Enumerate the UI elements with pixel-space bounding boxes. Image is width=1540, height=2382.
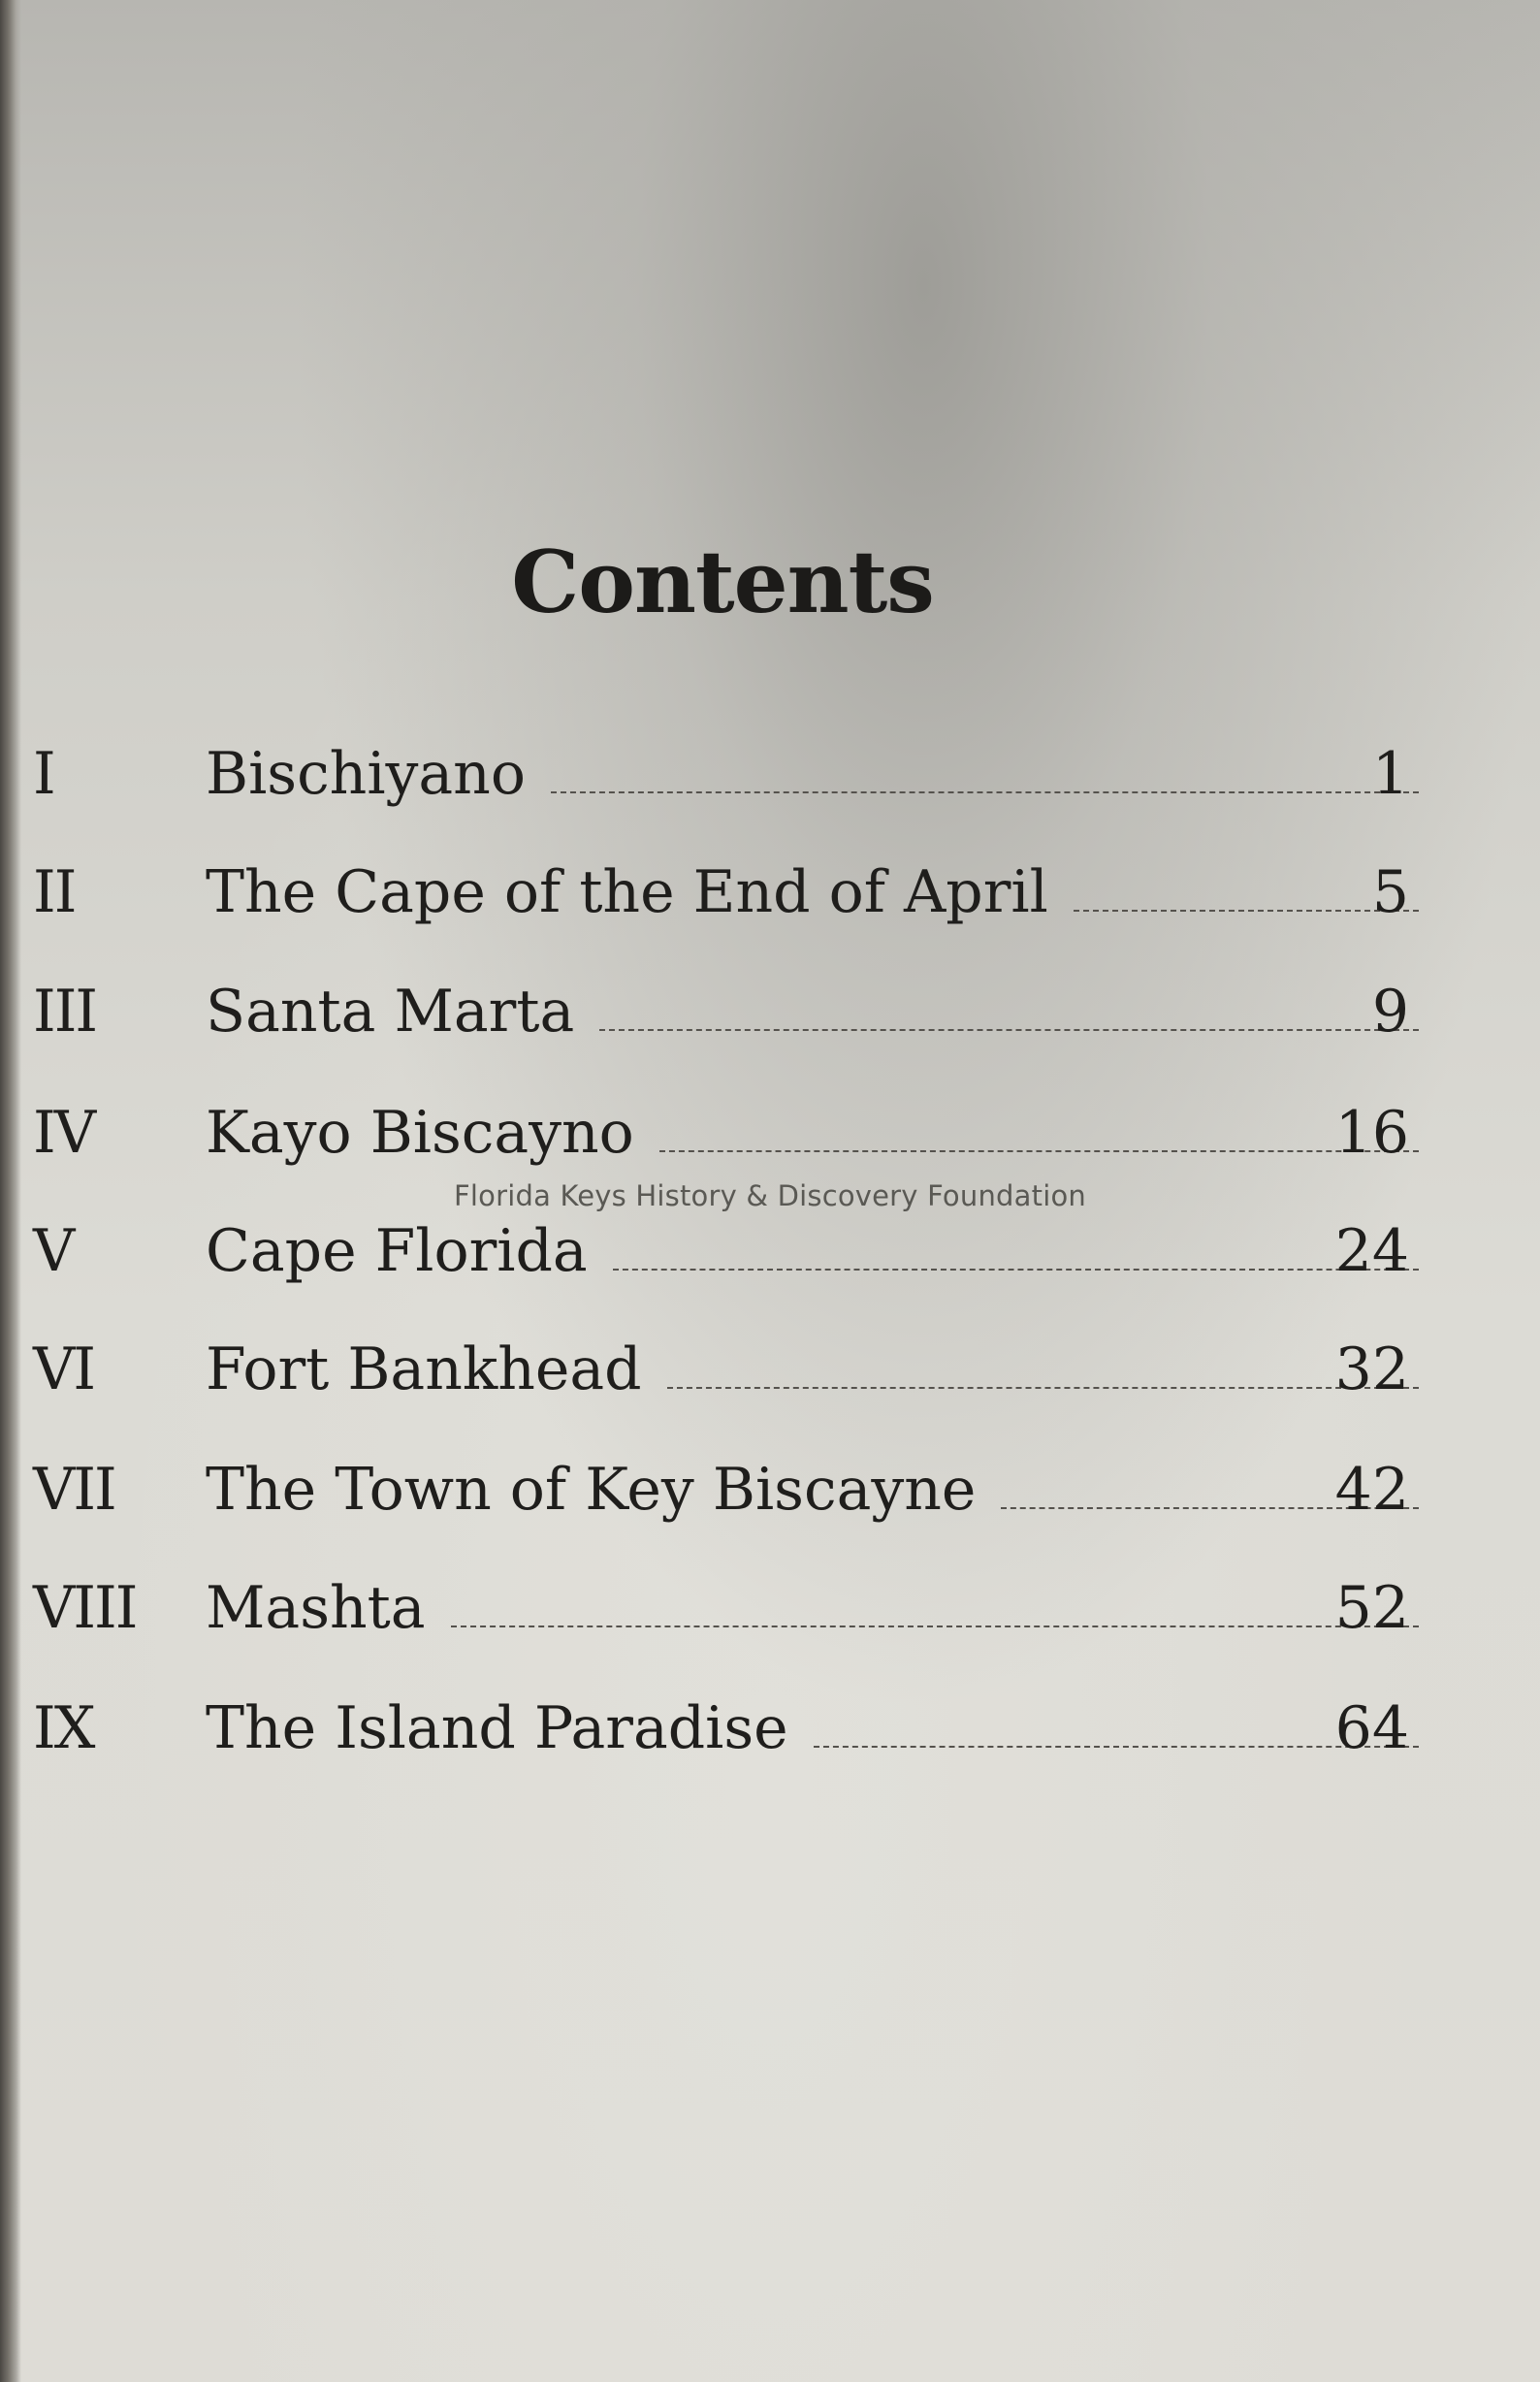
dotted-leader [667,1387,1419,1389]
chapter-title: Kayo Biscayno [206,1099,634,1167]
dotted-leader [613,1269,1419,1271]
chapter-page-number: 24 [1334,1217,1409,1285]
chapter-leader [206,978,1419,1046]
chapter-leader [206,740,1419,808]
toc-entry [0,724,1540,821]
toc-entry [0,1319,1540,1416]
toc-entry [0,1439,1540,1536]
dotted-leader [1074,910,1419,912]
chapter-leader [206,1336,1419,1403]
chapter-numeral: IV [33,1099,95,1167]
chapter-title: Cape Florida [206,1217,588,1285]
chapter-title: Fort Bankhead [206,1336,642,1403]
chapter-leader [206,1456,1419,1524]
chapter-page-number: 42 [1334,1456,1409,1524]
toc-entry [0,1678,1540,1775]
chapter-leader [206,1694,1419,1762]
toc-entry [0,1558,1540,1655]
chapter-leader [206,1574,1419,1642]
chapter-title: The Town of Key Biscayne [206,1456,977,1524]
chapter-page-number: 9 [1371,978,1409,1046]
page-title: Contents [511,531,934,632]
chapter-leader [206,1099,1419,1167]
chapter-leader [206,1217,1419,1285]
dotted-leader [551,791,1419,793]
dotted-leader [451,1626,1419,1627]
chapter-page-number: 1 [1371,740,1409,808]
chapter-numeral: V [33,1217,74,1285]
chapter-numeral: II [33,858,76,926]
chapter-page-number: 16 [1334,1099,1409,1167]
dotted-leader [599,1029,1419,1031]
chapter-title: Mashta [206,1574,426,1642]
toc-entry [0,1201,1540,1298]
chapter-numeral: IX [33,1694,94,1762]
chapter-title: The Cape of the End of April [206,858,1048,926]
chapter-numeral: VII [33,1456,115,1524]
dotted-leader [814,1746,1419,1748]
chapter-page-number: 64 [1334,1694,1409,1762]
toc-entry [0,961,1540,1058]
chapter-title: The Island Paradise [206,1694,788,1762]
watermark-text: Florida Keys History & Discovery Foundation [454,1179,1086,1212]
toc-entry [0,1082,1540,1179]
chapter-page-number: 32 [1334,1336,1409,1403]
chapter-numeral: VIII [33,1574,137,1642]
chapter-page-number: 5 [1371,858,1409,926]
chapter-page-number: 52 [1334,1574,1409,1642]
toc-entry [0,842,1540,939]
chapter-leader [206,858,1419,926]
chapter-title: Bischiyano [206,740,526,808]
dotted-leader [659,1150,1419,1152]
chapter-numeral: III [33,978,97,1046]
chapter-title: Santa Marta [206,978,575,1046]
chapter-numeral: I [33,740,54,808]
chapter-numeral: VI [33,1336,95,1403]
